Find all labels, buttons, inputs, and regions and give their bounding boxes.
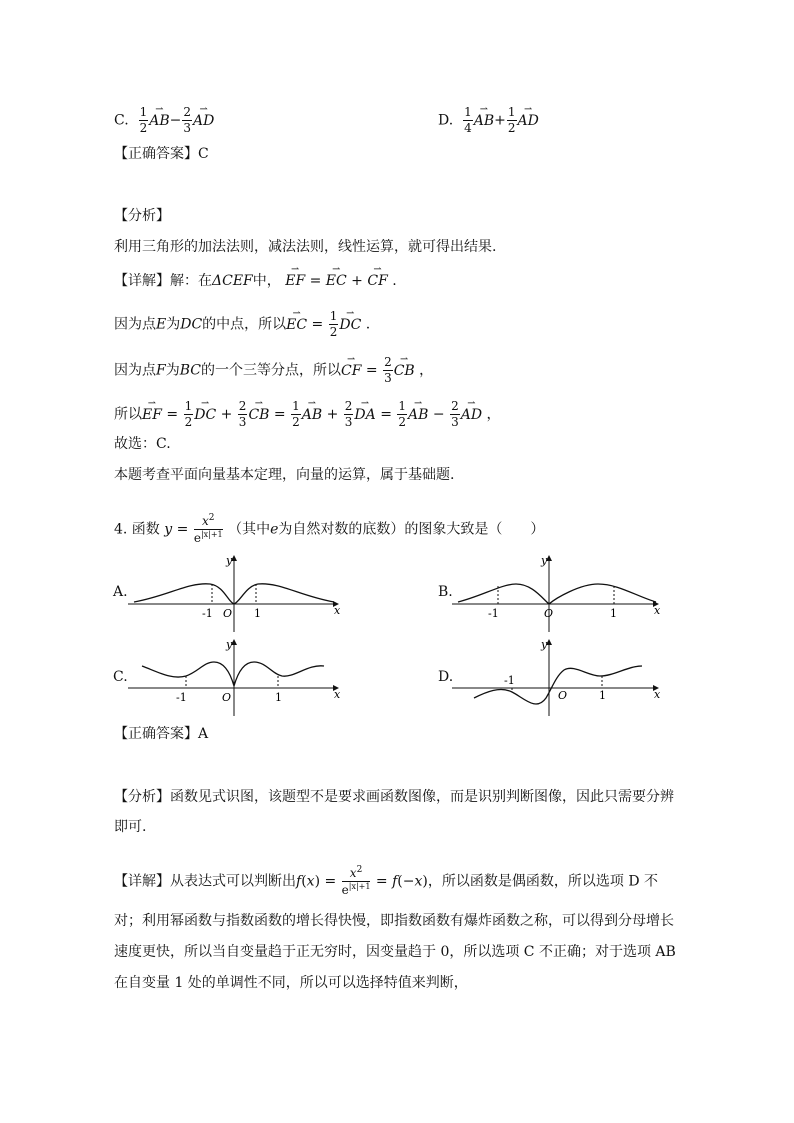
vector-ad: ⇀ AD xyxy=(193,114,214,128)
vector-da: ⇀ DA xyxy=(354,408,375,422)
y-label: y xyxy=(541,638,548,651)
vector-ad: ⇀ AD xyxy=(518,114,539,128)
detail-2-line-3: 速度更快，所以当自变量趋于正无穷时，因变量趋于 0，所以选项 C 不正确；对于选项 AB xyxy=(114,944,676,960)
tick-neg1: -1 xyxy=(202,607,213,620)
analysis-2-line-2: 即可. xyxy=(114,819,147,835)
segment-bc: BC xyxy=(179,362,201,379)
text: （其中 xyxy=(228,521,271,538)
tick-neg1: -1 xyxy=(176,691,187,704)
text: 解：在 xyxy=(170,273,212,289)
graph-c-label: C. xyxy=(113,669,128,685)
graph-b-label: B. xyxy=(438,584,453,600)
origin-label: O xyxy=(223,607,233,620)
fraction: $\frac{x^2}{e^{|x|+1}}$ xyxy=(193,513,223,546)
detail-2-line-2: 对；利用幂函数与指数函数的增长得快慢，即指数函数有爆炸函数之称，可以得到分母增长 xyxy=(114,913,674,929)
vector-dc: ⇀ DC xyxy=(339,318,361,332)
x-label: x xyxy=(334,688,341,701)
y-label: y xyxy=(226,638,233,651)
tick-1: 1 xyxy=(599,689,606,702)
x-label: x xyxy=(334,604,341,617)
op: + xyxy=(494,112,506,129)
vector-ad: ⇀ AD xyxy=(461,408,482,422)
fraction xyxy=(507,106,517,135)
detail-2-line-4: 在自变量 1 处的单调性不同，所以可以选择特值来判断， xyxy=(114,975,468,991)
answer-value: A xyxy=(198,726,209,742)
option-d xyxy=(438,106,539,135)
text: 因为点 xyxy=(114,316,156,333)
text: 为自然对数的底数）的图象大致是（ ） xyxy=(278,521,545,538)
vector-cb: ⇀ CB xyxy=(248,408,269,422)
curve xyxy=(142,662,324,686)
graph-a xyxy=(128,552,348,634)
den: 2 xyxy=(507,121,516,136)
graph-d-label: D. xyxy=(438,669,454,685)
graph-d xyxy=(452,636,666,720)
answer-value: C xyxy=(198,146,209,162)
text: 函数见式识图，该题型不是要求画函数图像，而是识别判断图像，因此只需要分辨 xyxy=(170,789,674,805)
text: 的一个三等分点，所以 xyxy=(200,362,341,379)
tick-neg1: -1 xyxy=(488,607,499,620)
text: 从表达式可以判断出 xyxy=(170,873,296,890)
vector-ef: ⇀ EF xyxy=(285,274,305,288)
tick-neg1: -1 xyxy=(504,674,515,687)
text: 的中点，所以 xyxy=(202,316,287,333)
tick-1: 1 xyxy=(610,607,617,620)
triangle-cef: ΔCEF xyxy=(212,273,253,289)
text: 所以 xyxy=(114,406,142,423)
text: ，所以函数是偶函数，所以选项 D 不 xyxy=(427,873,658,890)
vector-ab: ⇀ AB xyxy=(408,408,428,422)
tick-1: 1 xyxy=(254,607,261,620)
answer-label: 【正确答案】 xyxy=(114,146,198,162)
fraction: $\frac{1}{2}$ xyxy=(329,309,338,340)
num: 1 xyxy=(507,106,517,121)
analysis-label: 【分析】 xyxy=(114,789,170,805)
num: 1 xyxy=(139,106,149,121)
num: 1 xyxy=(463,106,473,121)
origin-label: O xyxy=(544,607,554,620)
fraction: $\frac{2}{3}$ xyxy=(384,355,392,386)
detail-label: 【详解】 xyxy=(114,273,170,289)
vector-ef: ⇀ EF xyxy=(142,408,162,422)
answer-label: 【正确答案】 xyxy=(114,726,198,742)
detail-label: 【详解】 xyxy=(114,873,170,890)
analysis-1-label: 【分析】 xyxy=(114,208,170,224)
detail-1-line-1: 【详解】解：在ΔCEF中， ⇀ EF = ⇀ EC + ⇀ CF . xyxy=(114,274,397,288)
text: 因为点 xyxy=(114,362,156,379)
x-label: x xyxy=(654,688,661,701)
tick-1: 1 xyxy=(275,691,282,704)
segment-dc: DC xyxy=(180,316,203,333)
point-e: E xyxy=(156,316,167,333)
detail-1-line-5: 故选：C. xyxy=(114,436,171,452)
op: − xyxy=(169,112,182,129)
vector-ab: ⇀ AB xyxy=(149,114,169,128)
math-y: y xyxy=(164,521,173,538)
analysis-1-text: 利用三角形的加法法则，减法法则，线性运算，就可得出结果. xyxy=(114,239,497,255)
den: 2 xyxy=(139,121,148,136)
option-d-label: D. xyxy=(438,112,454,129)
math-e: e xyxy=(270,521,279,538)
fraction xyxy=(139,106,149,135)
vector-cb: ⇀ CB xyxy=(394,364,415,378)
option-c-label: C. xyxy=(114,112,129,129)
vector-ec: ⇀ EC xyxy=(326,274,347,288)
origin-label: O xyxy=(222,691,232,704)
den: 4 xyxy=(464,121,472,136)
vector-ab: ⇀ AB xyxy=(474,114,494,128)
y-label: y xyxy=(541,554,548,567)
graph-b xyxy=(452,552,666,634)
question-4: 4. 函数 y = $\frac{x^2}{e^{|x|+1}}$ （其中e为自然对数的底数）的图象大致是（ ） xyxy=(114,513,545,546)
detail-1-line-3: 因为点F为BC的一个三等分点，所以⇀ CF = $\frac{2}{3}$ ⇀ CB ， xyxy=(114,356,433,385)
vector-ec: ⇀ EC xyxy=(286,318,307,332)
x-label: x xyxy=(654,604,661,617)
text: 为 xyxy=(165,362,180,379)
vector-dc: ⇀ DC xyxy=(194,408,216,422)
answer-2 xyxy=(114,727,208,741)
math-f: f xyxy=(296,873,302,890)
fraction xyxy=(463,106,473,135)
den: 3 xyxy=(183,121,191,136)
curve xyxy=(458,584,656,604)
detail-2-line-1: 【详解】从表达式可以判断出f(x) = $\frac{x^2}{e^{|x|+1}}$ = f(−x)，所以函数是偶函数，所以选项 D 不 xyxy=(114,865,658,898)
answer-1 xyxy=(114,147,209,161)
text: 为 xyxy=(166,316,181,333)
graph-c xyxy=(128,636,348,720)
num: 2 xyxy=(182,106,192,121)
text: 中， xyxy=(252,273,281,289)
question-number: 4. 函数 xyxy=(114,521,160,538)
vector-ab: ⇀ AB xyxy=(302,408,322,422)
vector-cf: ⇀ CF xyxy=(367,274,387,288)
fraction xyxy=(182,106,192,135)
detail-1-line-4: 所以⇀ EF = $\frac{1}{2}$ ⇀ DC + $\frac{2}{3}$ ⇀ CB = $\frac{1}{2}$ ⇀ AB + $\frac{2}{3}$ ⇀ DA = $\frac{1}{2}$ ⇀ AB − $\frac{2}{3}$ ⇀ AD ， xyxy=(114,400,501,429)
origin-label: O xyxy=(558,689,568,702)
vector-cf: ⇀ CF xyxy=(341,364,361,378)
fraction: $\frac{x^2}{e^{|x|+1}}$ xyxy=(341,865,371,898)
detail-1-line-2: 因为点E为DC的中点，所以⇀ EC = $\frac{1}{2}$ ⇀ DC . xyxy=(114,310,370,339)
option-c xyxy=(114,106,214,135)
analysis-2-line-1 xyxy=(114,790,674,804)
graph-a-label: A. xyxy=(113,584,128,600)
detail-1-line-6: 本题考查平面向量基本定理，向量的运算，属于基础题. xyxy=(114,467,455,483)
point-f: F xyxy=(156,362,166,379)
y-label: y xyxy=(226,554,233,567)
